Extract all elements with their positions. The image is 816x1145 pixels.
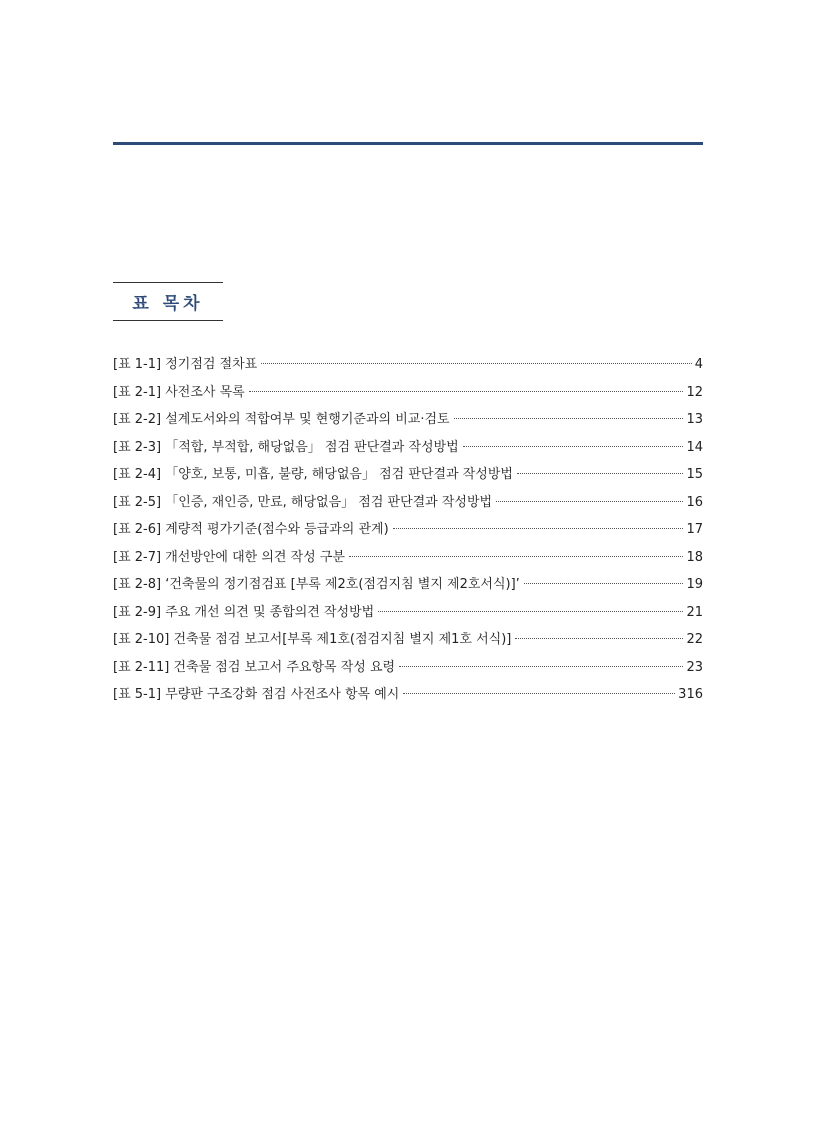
toc-entry-label: [표 2-4] 「양호, 보통, 미흡, 불량, 해당없음」 점검 판단결과 작성방법: [113, 467, 513, 482]
toc-entry[interactable]: [113, 599, 703, 627]
dot-leader: [403, 693, 675, 694]
dot-leader: [517, 473, 684, 474]
toc-entry-page: 16: [686, 494, 703, 510]
dot-leader: [349, 556, 683, 557]
toc-entry-page: 15: [686, 467, 703, 482]
toc-heading-box: [113, 282, 223, 321]
toc-entry-label: [표 2-8] ‘건축물의 정기점검표 [부록 제2호(점검지침 별지 제2호서식)]’: [113, 577, 520, 592]
dot-leader: [399, 666, 683, 667]
toc-entry-page: 4: [694, 357, 703, 372]
dot-leader: [496, 501, 683, 502]
dot-leader: [261, 363, 691, 364]
toc-entry-label: [표 2-2] 설계도서와의 적합여부 및 현행기준과의 비교·검토: [113, 412, 450, 427]
toc-entry[interactable]: [113, 489, 703, 517]
toc-entry[interactable]: [113, 434, 703, 462]
toc-entry-page: 12: [686, 384, 703, 400]
toc-entry-label: [표 2-9] 주요 개선 의견 및 종합의견 작성방법: [113, 604, 375, 620]
toc-entry-page: 14: [686, 439, 703, 455]
toc-entry-label: [표 2-10] 건축물 점검 보고서[부록 제1호(점검지침 별지 제1호 서식)]: [113, 632, 512, 647]
toc-entry[interactable]: [113, 516, 703, 544]
toc-entry[interactable]: [113, 461, 703, 489]
toc-entry-page: 17: [686, 522, 703, 537]
toc-entry-label: [표 5-1] 무량판 구조강화 점검 사전조사 항목 예시: [113, 687, 400, 702]
toc-entry[interactable]: [113, 654, 703, 682]
toc-entry-page: 316: [678, 687, 703, 702]
toc-entry-label: [표 2-5] 「인증, 재인증, 만료, 해당없음」 점검 판단결과 작성방법: [113, 494, 493, 510]
toc-entry[interactable]: [113, 379, 703, 407]
toc-entry[interactable]: [113, 406, 703, 434]
dot-leader: [249, 391, 684, 392]
dot-leader: [378, 611, 683, 612]
toc-entry-page: 18: [686, 549, 703, 565]
dot-leader: [515, 638, 683, 639]
toc-entry-label: [표 2-1] 사전조사 목록: [113, 384, 245, 400]
toc-entry-label: [표 1-1] 정기점검 절차표: [113, 357, 258, 372]
toc-entry[interactable]: [113, 544, 703, 572]
toc-entry[interactable]: [113, 681, 703, 709]
toc-entry-label: [표 2-3] 「적합, 부적합, 해당없음」 점검 판단결과 작성방법: [113, 439, 459, 455]
dot-leader: [463, 446, 684, 447]
toc-entry-page: 13: [686, 412, 703, 427]
toc-entry-page: 23: [686, 659, 703, 675]
table-of-contents-list: [113, 351, 703, 709]
toc-entry-label: [표 2-11] 건축물 점검 보고서 주요항목 작성 요령: [113, 659, 396, 675]
top-divider-line: [113, 142, 703, 145]
toc-entry-label: [표 2-7] 개선방안에 대한 의견 작성 구분: [113, 549, 345, 565]
dot-leader: [524, 583, 684, 584]
toc-entry-page: 19: [686, 577, 703, 592]
page-title: 표 목차: [132, 294, 204, 314]
dot-leader: [454, 418, 684, 419]
toc-entry[interactable]: [113, 571, 703, 599]
toc-entry-page: 22: [686, 632, 703, 647]
toc-entry[interactable]: [113, 351, 703, 379]
toc-entry[interactable]: [113, 626, 703, 654]
toc-entry-page: 21: [686, 604, 703, 620]
toc-entry-label: [표 2-6] 계량적 평가기준(점수와 등급과의 관계): [113, 522, 389, 537]
dot-leader: [393, 528, 684, 529]
